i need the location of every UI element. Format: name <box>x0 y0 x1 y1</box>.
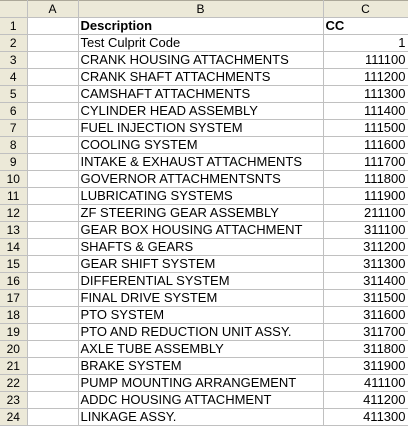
cc-cell[interactable]: 311800 <box>323 341 408 358</box>
cell-a[interactable] <box>27 375 78 392</box>
table-row <box>0 290 408 307</box>
cell-a[interactable] <box>27 409 78 426</box>
grid-body <box>0 18 408 426</box>
table-row <box>0 188 408 205</box>
row-header[interactable]: 3 <box>0 52 27 69</box>
column-header-a[interactable]: A <box>27 1 78 18</box>
cell-a[interactable] <box>27 154 78 171</box>
table-row <box>0 273 408 290</box>
table-row <box>0 307 408 324</box>
cell-a[interactable] <box>27 341 78 358</box>
cc-cell[interactable]: 111900 <box>323 188 408 205</box>
cell-a[interactable] <box>27 290 78 307</box>
cell-a[interactable] <box>27 222 78 239</box>
table-row <box>0 205 408 222</box>
table-row <box>0 120 408 137</box>
table-row <box>0 324 408 341</box>
description-cell[interactable]: ADDC HOUSING ATTACHMENT <box>78 392 323 409</box>
cc-header-cell[interactable]: CC <box>323 18 408 35</box>
cc-cell[interactable]: 311900 <box>323 358 408 375</box>
row-header[interactable]: 19 <box>0 324 27 341</box>
column-header-row <box>0 1 408 18</box>
cc-cell[interactable]: 1 <box>323 35 408 52</box>
description-cell[interactable]: CYLINDER HEAD ASSEMBLY <box>78 103 323 120</box>
cell-a[interactable] <box>27 239 78 256</box>
cell-a[interactable] <box>27 307 78 324</box>
row-header[interactable]: 17 <box>0 290 27 307</box>
cell-a[interactable] <box>27 324 78 341</box>
cell-a[interactable] <box>27 273 78 290</box>
description-cell[interactable]: PTO SYSTEM <box>78 307 323 324</box>
cc-cell[interactable]: 111800 <box>323 171 408 188</box>
description-cell[interactable]: ZF STEERING GEAR ASSEMBLY <box>78 205 323 222</box>
cc-cell[interactable]: 411300 <box>323 409 408 426</box>
cell-a[interactable] <box>27 103 78 120</box>
table-row <box>0 222 408 239</box>
description-cell[interactable]: AXLE TUBE ASSEMBLY <box>78 341 323 358</box>
cc-cell[interactable]: 111200 <box>323 69 408 86</box>
row-header[interactable]: 22 <box>0 375 27 392</box>
table-row <box>0 18 408 35</box>
description-cell[interactable]: CRANK HOUSING ATTACHMENTS <box>78 52 323 69</box>
description-cell[interactable]: CAMSHAFT ATTACHMENTS <box>78 86 323 103</box>
row-header[interactable]: 13 <box>0 222 27 239</box>
cell-a[interactable] <box>27 171 78 188</box>
row-header[interactable]: 21 <box>0 358 27 375</box>
cell-a[interactable] <box>27 358 78 375</box>
column-header-b[interactable]: B <box>78 1 323 18</box>
cc-cell[interactable]: 311100 <box>323 222 408 239</box>
row-header[interactable]: 18 <box>0 307 27 324</box>
table-row <box>0 103 408 120</box>
description-cell[interactable]: PTO AND REDUCTION UNIT ASSY. <box>78 324 323 341</box>
cc-cell[interactable]: 111700 <box>323 154 408 171</box>
cc-cell[interactable]: 311200 <box>323 239 408 256</box>
description-cell[interactable]: GEAR SHIFT SYSTEM <box>78 256 323 273</box>
table-row <box>0 171 408 188</box>
cell-a[interactable] <box>27 205 78 222</box>
table-row <box>0 341 408 358</box>
description-cell[interactable]: SHAFTS & GEARS <box>78 239 323 256</box>
table-row <box>0 154 408 171</box>
column-header-c[interactable]: C <box>323 1 408 18</box>
cell-a[interactable] <box>27 137 78 154</box>
table-row <box>0 52 408 69</box>
cell-a[interactable] <box>27 86 78 103</box>
description-cell[interactable]: PUMP MOUNTING ARRANGEMENT <box>78 375 323 392</box>
cell-a[interactable] <box>27 256 78 273</box>
cc-cell[interactable]: 411200 <box>323 392 408 409</box>
cell-a[interactable] <box>27 52 78 69</box>
description-cell[interactable]: CRANK SHAFT ATTACHMENTS <box>78 69 323 86</box>
table-row <box>0 392 408 409</box>
row-header[interactable]: 8 <box>0 137 27 154</box>
table-row <box>0 409 408 426</box>
row-header[interactable]: 10 <box>0 171 27 188</box>
cell-a[interactable] <box>27 69 78 86</box>
description-cell[interactable]: DIFFERENTIAL SYSTEM <box>78 273 323 290</box>
cc-cell[interactable]: 111500 <box>323 120 408 137</box>
cell-a[interactable] <box>27 392 78 409</box>
row-header[interactable]: 12 <box>0 205 27 222</box>
row-header[interactable]: 24 <box>0 409 27 426</box>
table-row <box>0 239 408 256</box>
table-row <box>0 69 408 86</box>
cc-cell[interactable]: 311400 <box>323 273 408 290</box>
description-cell[interactable]: GOVERNOR ATTACHMENTSNTS <box>78 171 323 188</box>
cc-cell[interactable]: 111100 <box>323 52 408 69</box>
row-header[interactable]: 2 <box>0 35 27 52</box>
description-cell[interactable]: INTAKE & EXHAUST ATTACHMENTS <box>78 154 323 171</box>
description-cell[interactable]: LUBRICATING SYSTEMS <box>78 188 323 205</box>
cell-a[interactable] <box>27 35 78 52</box>
table-row <box>0 86 408 103</box>
description-cell[interactable]: COOLING SYSTEM <box>78 137 323 154</box>
row-header[interactable]: 16 <box>0 273 27 290</box>
table-row <box>0 35 408 52</box>
row-header[interactable]: 14 <box>0 239 27 256</box>
row-header[interactable]: 5 <box>0 86 27 103</box>
table-row <box>0 375 408 392</box>
row-header[interactable]: 15 <box>0 256 27 273</box>
cc-cell[interactable]: 111600 <box>323 137 408 154</box>
row-header[interactable]: 4 <box>0 69 27 86</box>
description-cell[interactable]: FINAL DRIVE SYSTEM <box>78 290 323 307</box>
row-header[interactable]: 23 <box>0 392 27 409</box>
table-row <box>0 256 408 273</box>
cc-cell[interactable]: 311500 <box>323 290 408 307</box>
row-header[interactable]: 6 <box>0 103 27 120</box>
cc-cell[interactable]: 111400 <box>323 103 408 120</box>
cc-cell[interactable]: 311600 <box>323 307 408 324</box>
table-row <box>0 358 408 375</box>
row-header[interactable]: 7 <box>0 120 27 137</box>
description-cell[interactable]: BRAKE SYSTEM <box>78 358 323 375</box>
cc-cell[interactable]: 311300 <box>323 256 408 273</box>
description-cell[interactable]: FUEL INJECTION SYSTEM <box>78 120 323 137</box>
table-row <box>0 137 408 154</box>
row-header[interactable]: 1 <box>0 18 27 35</box>
select-all-corner[interactable] <box>0 1 27 18</box>
cell-a[interactable] <box>27 188 78 205</box>
description-cell[interactable]: LINKAGE ASSY. <box>78 409 323 426</box>
row-header[interactable]: 11 <box>0 188 27 205</box>
cc-cell[interactable]: 311700 <box>323 324 408 341</box>
row-header[interactable]: 20 <box>0 341 27 358</box>
row-header[interactable]: 9 <box>0 154 27 171</box>
cc-cell[interactable]: 211100 <box>323 205 408 222</box>
cc-cell[interactable]: 411100 <box>323 375 408 392</box>
cell-a[interactable] <box>27 120 78 137</box>
description-cell[interactable]: Test Culprit Code <box>78 35 323 52</box>
cell-a[interactable] <box>27 18 78 35</box>
description-cell[interactable]: GEAR BOX HOUSING ATTACHMENT <box>78 222 323 239</box>
cc-cell[interactable]: 111300 <box>323 86 408 103</box>
description-header-cell[interactable]: Description <box>78 18 323 35</box>
